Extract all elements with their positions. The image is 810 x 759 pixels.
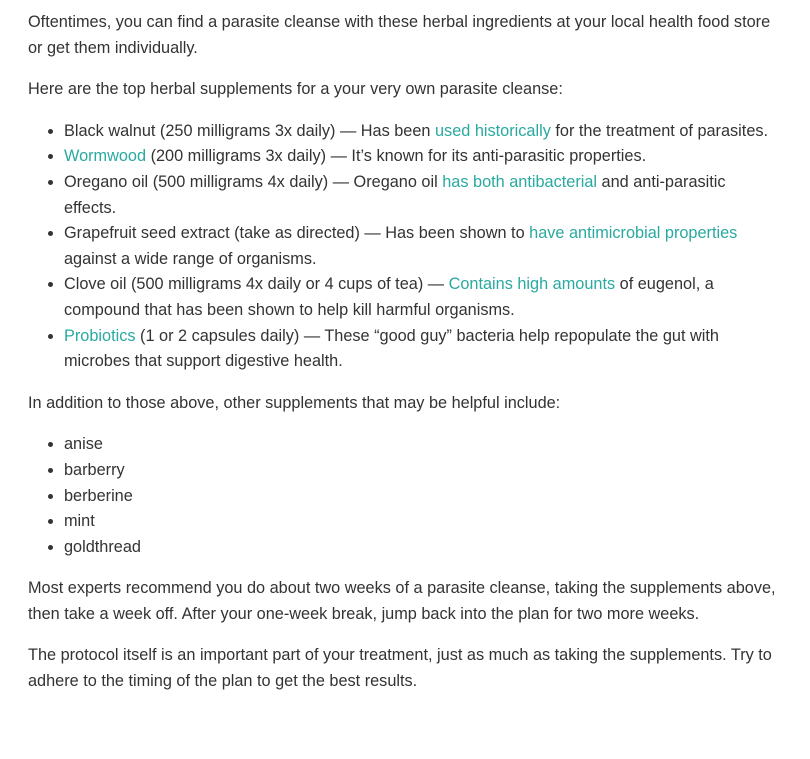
- intro-paragraph: Oftentimes, you can find a parasite cleanse with these herbal ingredients at your local health food store or get them individually.: [28, 13, 771, 57]
- herbal-supplements-list: [28, 119, 780, 375]
- list-item: • goldthread: [64, 535, 780, 561]
- list-item: • Probiotics (1 or 2 capsules daily) — These “good guy” bacteria help repopulate the gut with microbes that support digestive health.: [64, 324, 780, 375]
- list-item: • Oregano oil (500 milligrams 4x daily) — Oregano oil has both antibacterial and anti-parasitic effects.: [64, 170, 780, 221]
- used-historically-link[interactable]: used historically: [435, 121, 551, 140]
- herbs-lead-paragraph: Here are the top herbal supplements for a your very own parasite cleanse:: [28, 80, 563, 99]
- probiotics-link[interactable]: Probiotics: [64, 326, 136, 345]
- list-item: • anise: [64, 432, 780, 458]
- list-item: • Black walnut (250 milligrams 3x daily) — Has been used historically for the treatment of parasites.: [64, 119, 780, 145]
- list-item: • mint: [64, 509, 780, 535]
- list-item: • Wormwood (200 milligrams 3x daily) — It’s known for its anti-parasitic properties.: [64, 144, 780, 170]
- other-supplements-list: [28, 432, 780, 560]
- list-item: • berberine: [64, 484, 780, 510]
- list-item: • barberry: [64, 458, 780, 484]
- other-supplements-intro: In addition to those above, other supplements that may be helpful include:: [28, 393, 561, 412]
- schedule-paragraph: Most experts recommend you do about two weeks of a parasite cleanse, taking the supplements above, then take a week off. After your one-week break, jump back into the plan for two more weeks.: [28, 579, 776, 623]
- list-item: • Grapefruit seed extract (take as directed) — Has been shown to have antimicrobial properties against a wide range of organisms.: [64, 221, 780, 272]
- antibacterial-link[interactable]: has both antibacterial: [442, 172, 598, 191]
- wormwood-link[interactable]: Wormwood: [64, 147, 147, 166]
- antimicrobial-properties-link[interactable]: have antimicrobial properties: [529, 224, 738, 243]
- list-item: • Clove oil (500 milligrams 4x daily or 4 cups of tea) — Contains high amounts of eugenol, a compound that has been shown to help kill harmful organisms.: [64, 272, 780, 323]
- protocol-paragraph: The protocol itself is an important part of your treatment, just as much as taking the supplements. Try to adhere to the timing of the plan to get the best results.: [28, 646, 772, 691]
- high-amounts-link[interactable]: Contains high amounts: [448, 275, 616, 294]
